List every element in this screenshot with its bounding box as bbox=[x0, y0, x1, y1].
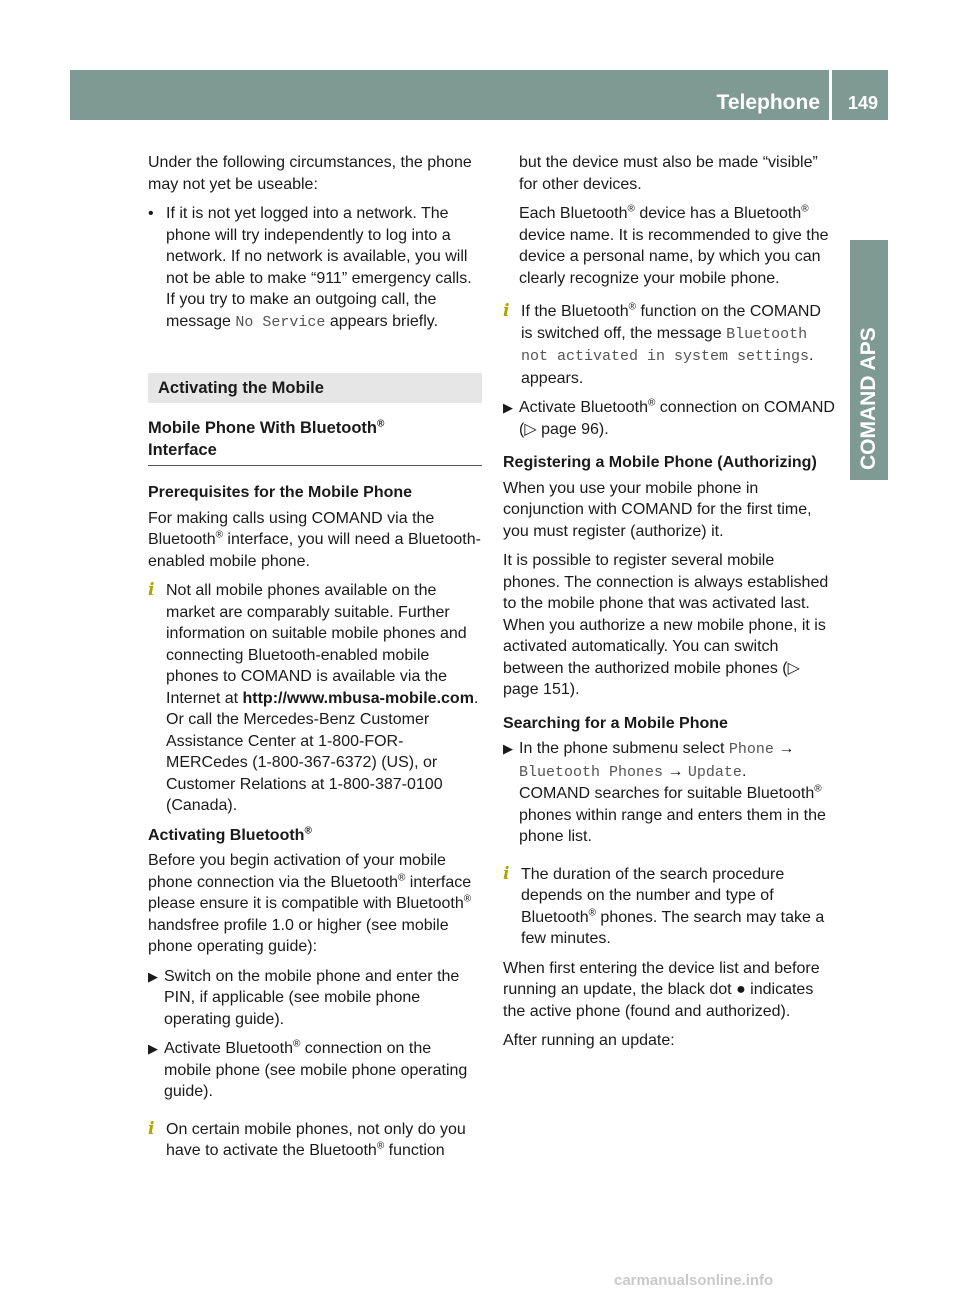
step-text-b: connection on COMAND ( bbox=[519, 399, 835, 438]
step-text-dot: . bbox=[741, 762, 747, 780]
bt-text-c: handsfree profile 1.0 or higher (see mobile phone operating guide): bbox=[148, 916, 449, 955]
info-text-end: function bbox=[384, 1142, 445, 1159]
info-icon: i bbox=[148, 1118, 155, 1139]
prereq-text-end: interface, you will need a Bluetooth-enabled mobile phone. bbox=[148, 531, 481, 570]
info-text-b: function on the COMAND is switched off, the message bbox=[521, 303, 821, 342]
bullet-item bbox=[148, 203, 482, 333]
bt-text-a: Before you begin activation of your mobile phone connection via the Bluetooth bbox=[148, 852, 446, 891]
display-message: No Service bbox=[235, 313, 326, 331]
bullet-text-end: appears briefly. bbox=[325, 312, 439, 330]
registered-mark: ® bbox=[647, 397, 656, 409]
registered-mark: ® bbox=[588, 907, 596, 919]
info-continuation bbox=[503, 152, 835, 289]
info-text-end: . Or call the Mercedes-Benz Customer Assistance Center at 1-800-FOR-MERCedes (1-800-367-6372) (US), or Customer Relations at 1-800-387-0100 (Canada). bbox=[166, 689, 479, 814]
register-heading: Registering a Mobile Phone (Authorizing) bbox=[503, 454, 817, 471]
registered-mark: ® bbox=[801, 203, 809, 215]
step-arrow-icon: ▶ bbox=[503, 741, 513, 756]
continuation-text: but the device must also be made “visible” for other devices. bbox=[519, 154, 818, 193]
info-text: On certain mobile phones, not only do you have to activate the Bluetooth bbox=[166, 1120, 466, 1159]
bluetooth-paragraph bbox=[148, 850, 482, 958]
info-text: Not all mobile phones available on the market are comparably suitable. Further information on suitable mobile phones and connecting Bluetooth-enabled mobile phones to COMAND is available via the Internet at bbox=[166, 582, 467, 707]
device-name-paragraph bbox=[519, 203, 835, 289]
header-divider bbox=[829, 70, 832, 120]
registered-mark: ® bbox=[215, 529, 223, 541]
device-list-text-end: indicates the active phone (found and authorized). bbox=[503, 981, 814, 1020]
step-text: In the phone submenu select bbox=[519, 740, 729, 757]
menu-arrow: → bbox=[663, 762, 688, 780]
para-text-c: device name. It is recommended to give the device a personal name, by which you can clearly recognize your mobile phone. bbox=[519, 226, 829, 287]
register-text: It is possible to register several mobile phones. The connection is always established to the mobile phone that was activated last. When you authorize a new mobile phone, it is activated automatically. You can switch between the authorized mobile phones ( bbox=[503, 552, 829, 677]
info-note bbox=[503, 301, 835, 389]
info-note bbox=[148, 580, 482, 817]
step-text: Switch on the mobile phone and enter the PIN, if applicable (see mobile phone operating guide). bbox=[164, 967, 460, 1028]
step-text: Activate Bluetooth bbox=[519, 399, 648, 416]
left-column bbox=[148, 152, 482, 1170]
watermark: carmanualsonline.info bbox=[614, 1272, 774, 1289]
bullet-icon: • bbox=[148, 205, 154, 222]
registered-mark: ® bbox=[376, 1140, 385, 1152]
device-list-text: When first entering the device list and before running an update, the black dot bbox=[503, 959, 820, 998]
step-result-text-end: phones within range and enters them in the phone list. bbox=[519, 806, 826, 845]
step-result-text: COMAND searches for suitable Bluetooth bbox=[519, 785, 815, 802]
registered-mark: ® bbox=[304, 825, 312, 837]
search-heading: Searching for a Mobile Phone bbox=[503, 714, 728, 732]
header-bar bbox=[70, 70, 888, 120]
info-text-end: phones. The search may take a few minutes. bbox=[521, 908, 825, 947]
bullet-text: If it is not yet logged into a network. The phone will try independently to log into a network. If no network is available, you will not be able to make “911” emergency calls. If you try to make an outgoing call, the message bbox=[166, 205, 472, 330]
active-dot-icon: ● bbox=[736, 981, 746, 998]
page-reference[interactable]: ▷ page 96 bbox=[524, 420, 599, 438]
page-number: 149 bbox=[847, 93, 878, 113]
page-title: Telephone bbox=[716, 91, 820, 114]
registered-mark: ® bbox=[627, 203, 635, 215]
menu-item-phone: Phone bbox=[728, 741, 774, 758]
registered-mark: ® bbox=[292, 1038, 301, 1050]
bt-text-b: interface please ensure it is compatible with Bluetooth bbox=[148, 873, 472, 912]
step-item bbox=[503, 397, 835, 440]
step-item bbox=[503, 738, 835, 848]
prereq-heading: Prerequisites for the Mobile Phone bbox=[148, 484, 413, 501]
registered-mark: ® bbox=[463, 893, 472, 905]
right-column bbox=[503, 152, 835, 1060]
website-link[interactable]: http://www.mbusa-mobile.com bbox=[242, 689, 474, 707]
prereq-text: For making calls using COMAND via the Bluetooth bbox=[148, 509, 435, 548]
info-icon: i bbox=[503, 863, 510, 884]
menu-arrow: → bbox=[773, 740, 795, 757]
para-text-a: Each Bluetooth bbox=[519, 205, 628, 222]
subsection-title bbox=[148, 417, 482, 466]
registered-mark: ® bbox=[377, 418, 385, 430]
device-list-paragraph bbox=[503, 958, 835, 1023]
subsection-title-text-2: Interface bbox=[148, 441, 217, 459]
step-arrow-icon: ▶ bbox=[148, 1041, 158, 1056]
register-paragraph-2 bbox=[503, 550, 835, 701]
step-text-end: ). bbox=[598, 420, 609, 438]
register-paragraph-1: When you use your mobile phone in conjunction with COMAND for the first time, you must register (authorize) it. bbox=[503, 479, 812, 540]
page-reference[interactable]: ▷ page 151 bbox=[503, 659, 800, 698]
menu-item-update: Update bbox=[687, 763, 742, 781]
step-item bbox=[148, 966, 482, 1031]
subsection-title-text: Mobile Phone With Bluetooth bbox=[148, 419, 377, 437]
step-text-end: connection on the mobile phone (see mobile phone operating guide). bbox=[164, 1040, 468, 1100]
prereq-paragraph bbox=[148, 508, 482, 573]
info-text-end: . appears. bbox=[521, 347, 814, 387]
after-update-text: After running an update: bbox=[503, 1032, 675, 1049]
step-text: Activate Bluetooth bbox=[164, 1040, 293, 1057]
step-arrow-icon: ▶ bbox=[503, 400, 513, 415]
info-note bbox=[503, 864, 835, 950]
info-text: The duration of the search procedure depends on the number and type of Bluetooth bbox=[521, 865, 785, 926]
section-title: Activating the Mobile bbox=[148, 373, 482, 403]
registered-mark: ® bbox=[628, 301, 637, 313]
info-text: If the Bluetooth bbox=[521, 303, 629, 320]
menu-item-bluetooth-phones: Bluetooth Phones bbox=[519, 763, 664, 781]
intro-paragraph: Under the following circumstances, the phone may not yet be useable: bbox=[148, 154, 472, 193]
info-icon: i bbox=[503, 301, 510, 321]
info-note bbox=[148, 1119, 482, 1162]
display-message: Bluetooth not activated in system settings bbox=[521, 325, 810, 365]
side-tab-label: COMAND APS bbox=[857, 327, 880, 470]
bluetooth-heading-text: Activating Bluetooth bbox=[148, 826, 305, 844]
register-text-end: ). bbox=[569, 681, 580, 698]
step-arrow-icon: ▶ bbox=[148, 968, 158, 984]
bluetooth-heading bbox=[148, 825, 482, 847]
info-icon: i bbox=[148, 580, 155, 600]
registered-mark: ® bbox=[397, 872, 406, 884]
para-text-b: device has a Bluetooth bbox=[634, 205, 802, 222]
registered-mark: ® bbox=[814, 783, 822, 795]
step-item bbox=[148, 1038, 482, 1103]
